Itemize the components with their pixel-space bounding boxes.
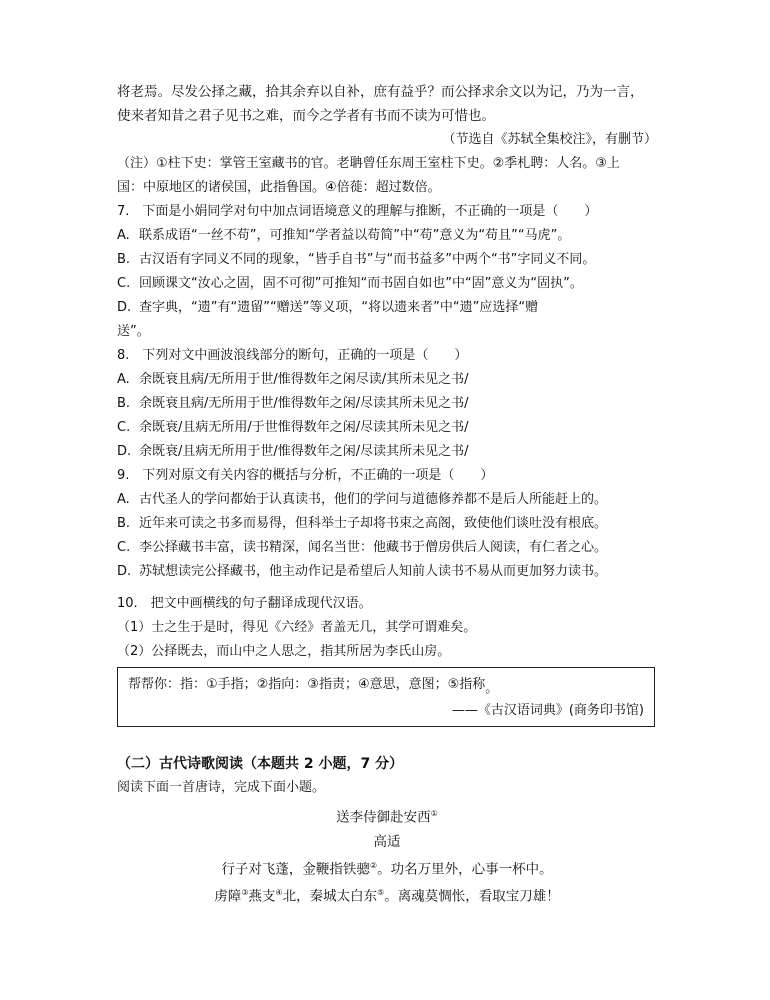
passage bbox=[117, 80, 657, 152]
help-source: ——《古汉语词典》(商务印书馆) bbox=[451, 703, 644, 718]
option-letter: D. bbox=[117, 444, 132, 459]
option-letter: C. bbox=[117, 276, 131, 291]
poem-text: 行子对飞蓬，金鞭指铁骢 bbox=[221, 861, 370, 877]
notes-line: （注）①柱下史：掌管王室藏书的官。老聃曾任东周王室柱下史。②季札聘：人名。③上 bbox=[117, 156, 620, 171]
option-a bbox=[117, 488, 657, 512]
option-text: 余既衰且病/无所用于世/惟得数年之闲尽读/其所未见之书/ bbox=[139, 372, 469, 387]
option-text: 查字典，“遗”有“遗留”“赠送”等义项，“将以遗来者”中“遗”应选择“赠 bbox=[139, 300, 539, 315]
option-letter: D. bbox=[117, 300, 132, 315]
option-b bbox=[117, 512, 657, 536]
option-letter: C. bbox=[117, 540, 131, 555]
option-b bbox=[117, 248, 657, 272]
poem-line bbox=[117, 854, 657, 882]
poem-line bbox=[117, 881, 657, 909]
poem-title-text: 送李侍御赴安西 bbox=[336, 809, 431, 826]
option-text: 联系成语“一丝不苟”，可推知“学者益以苟简”中“苟”意义为“苟且”“马虎”。 bbox=[139, 228, 571, 243]
option-d bbox=[117, 440, 657, 464]
option-letter: B. bbox=[117, 516, 131, 531]
help-box bbox=[117, 667, 655, 727]
option-d-continued: 送”。 bbox=[117, 324, 150, 339]
help-definitions: 帮帮你：指：①手指；②指向：③指责；④意思，意图；⑤指称 bbox=[128, 677, 486, 692]
option-text: 近年来可读之书多而易得，但科举士子却将书束之高阁，致使他们谈吐没有根底。 bbox=[139, 516, 608, 531]
footnote-marker: ② bbox=[369, 860, 378, 870]
notes-line: 国：中原地区的诸侯国，此指鲁国。④倍蓰：超过数倍。 bbox=[117, 180, 441, 195]
poem-text: 燕支 bbox=[248, 888, 276, 905]
option-letter: B. bbox=[117, 252, 131, 267]
option-a bbox=[117, 368, 657, 392]
option-letter: A. bbox=[117, 492, 130, 507]
footnote-marker: ① bbox=[430, 809, 438, 818]
question-10 bbox=[117, 592, 657, 664]
option-letter: B. bbox=[117, 396, 131, 411]
poem-text: 。功名万里外，心事一杯中。 bbox=[377, 861, 553, 877]
footnote-marker: ⑤ bbox=[377, 888, 385, 897]
poem-author: 高适 bbox=[373, 833, 401, 850]
notes bbox=[117, 152, 657, 200]
option-c bbox=[117, 536, 657, 560]
help-tail: 。 bbox=[485, 681, 499, 696]
passage-line: 使来者知昔之君子见书之难，而今之学者有书而不读为可惜也。 bbox=[117, 108, 495, 124]
passage-line: 将老焉。尽发公择之藏，拾其余弃以自补，庶有益乎？而公择求余文以为记，乃为一言， bbox=[117, 84, 644, 100]
question-8 bbox=[117, 344, 657, 464]
sentence-2: （2）公择既去，而山中之人思之，指其所居为李氏山房。 bbox=[117, 644, 451, 659]
poem bbox=[117, 802, 657, 909]
option-text: 苏轼想读完公择藏书，他主动作记是希望后人知前人读书不易从而更加努力读书。 bbox=[139, 564, 608, 579]
option-text: 李公择藏书丰富，读书精深，闻名当世：他藏书于僧房供后人阅读，有仁者之心。 bbox=[139, 540, 608, 555]
option-text: 余既衰且病/无所用于世/惟得数年之闲/尽读其所未见之书/ bbox=[139, 396, 469, 411]
section-2 bbox=[117, 752, 657, 800]
help-text bbox=[128, 674, 498, 696]
sentence-1: （1）士之生于是时，得见《六经》者盖无几，其学可谓难矣。 bbox=[117, 620, 477, 635]
option-letter: D. bbox=[117, 564, 132, 579]
footnote-marker: ④ bbox=[275, 888, 283, 897]
question-stem: 9. 下列对原文有关内容的概括与分析，不正确的一项是（ ） bbox=[117, 468, 494, 483]
option-b bbox=[117, 392, 657, 416]
option-text: 回顾课文“汝心之固，固不可彻”可推知“而书固自如也”中“固”意义为“固执”。 bbox=[139, 276, 583, 291]
option-a bbox=[117, 224, 657, 248]
poem-title bbox=[117, 802, 657, 830]
option-text: 古代圣人的学问都始于认真读书，他们的学问与道德修养都不是后人所能赶上的。 bbox=[139, 492, 608, 507]
poem-text: 虏障 bbox=[214, 888, 242, 905]
option-c bbox=[117, 416, 657, 440]
question-stem: 7. 下面是小娟同学对句中加点词语境意义的理解与推断，不正确的一项是（ ） bbox=[117, 204, 598, 219]
option-text: 古汉语有字同义不同的现象，“皆手自书”与“而书益多”中两个“书”字同义不同。 bbox=[139, 252, 596, 267]
option-letter: A. bbox=[117, 372, 130, 387]
option-d bbox=[117, 296, 657, 320]
option-text: 余既衰/且病无所用于世/惟得数年之闲/尽读其所未见之书/ bbox=[139, 444, 469, 459]
option-letter: C. bbox=[117, 420, 131, 435]
option-c bbox=[117, 272, 657, 296]
passage-source: （节选自《苏轼全集校注》，有删节） bbox=[442, 132, 657, 147]
question-7 bbox=[117, 200, 657, 344]
option-d bbox=[117, 560, 657, 584]
footnote-marker: ③ bbox=[241, 888, 249, 897]
option-text: 余既衰/且病无所用/于世惟得数年之闲/尽读其所未见之书/ bbox=[139, 420, 469, 435]
section-intro: 阅读下面一首唐诗，完成下面小题。 bbox=[117, 780, 326, 795]
question-stem: 10. 把文中画横线的句子翻译成现代汉语。 bbox=[117, 596, 372, 611]
question-9 bbox=[117, 464, 657, 584]
section-title: （二）古代诗歌阅读（本题共 2 小题，7 分） bbox=[117, 756, 404, 772]
option-letter: A. bbox=[117, 228, 130, 243]
question-stem: 8. 下列对文中画波浪线部分的断句，正确的一项是（ ） bbox=[117, 348, 468, 363]
poem-text: 。离魂莫惆怅，看取宝刀雄！ bbox=[384, 888, 560, 905]
poem-text: 北，秦城太白东 bbox=[282, 888, 378, 905]
